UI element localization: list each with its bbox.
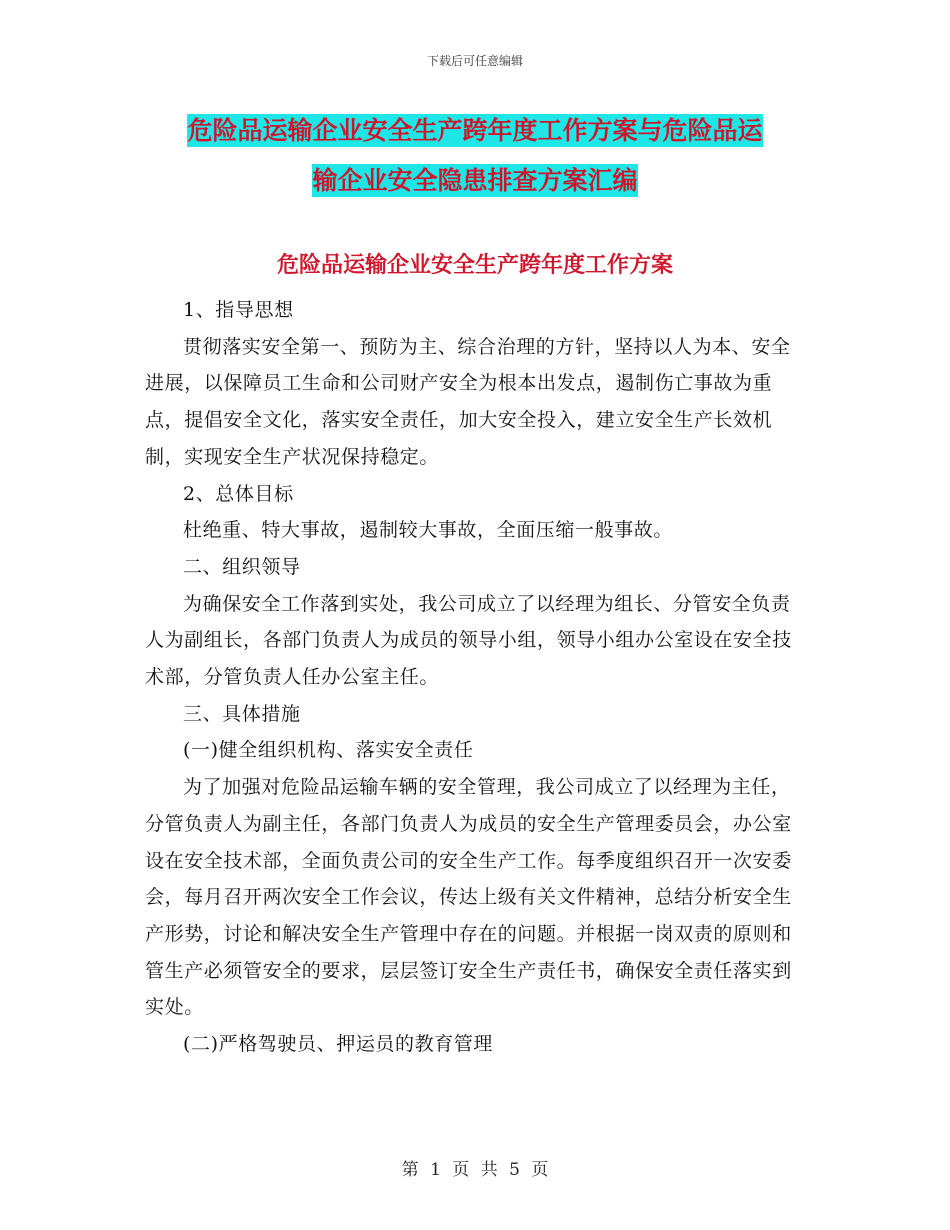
header-note: 下载后可任意编辑 [426,54,523,68]
title-line-1: 危险品运输企业安全生产跨年度工作方案与危险品运 [187,116,763,145]
page-footer: 第 1 页 共 5 页 [401,1160,549,1180]
subheading-organization-structure: (一)健全组织机构、落实安全责任 [183,739,474,762]
heading-measures: 三、具体措施 [183,702,301,725]
heading-overall-goal: 2、总体目标 [183,482,294,505]
document-title [0,106,950,206]
section-title: 危险品运输企业安全生产跨年度工作方案 [276,253,673,278]
paragraph-overall-goal: 杜绝重、特大事故，遏制较大事故，全面压缩一般事故。 [183,519,674,542]
paragraph-guiding-thought: 贯彻落实安全第一、预防为主、综合治理的方针，坚持以人为本、安全进展，以保障员工生命和公司财产安全为根本出发点，遏制伤亡事故为重点，提倡安全文化，落实安全责任，加大安全投入，建立安全生产长效机制，实现安全生产状况保持稳定。 [145,335,791,468]
paragraph-safety-committee: 为了加强对危险品运输车辆的安全管理，我公司成立了以经理为主任，分管负责人为副主任，各部门负责人为成员的安全生产管理委员会，办公室设在安全技术部，全面负责公司的安全生产工作。每季度组织召开一次安委会，每月召开两次安全工作会议，传达上级有关文件精神，总结分析安全生产形势，讨论和解决安全生产管理中存在的问题。并根据一岗双责的原则和管生产必须管安全的要求，层层签订安全生产责任书，确保安全责任落实到实处。 [145,776,792,1019]
heading-guiding-thought: 1、指导思想 [183,299,294,321]
document-body [145,292,805,1063]
heading-organization: 二、组织领导 [183,555,301,578]
subheading-driver-education: (二)严格驾驶员、押运员的教育管理 [183,1033,494,1056]
title-line-2: 输企业安全隐患排查方案汇编 [312,166,638,195]
paragraph-organization: 为确保安全工作落到实处，我公司成立了以经理为组长、分管安全负责人为副组长，各部门负责人为成员的领导小组，领导小组办公室设在安全技术部，分管负责人任办公室主任。 [145,592,792,689]
